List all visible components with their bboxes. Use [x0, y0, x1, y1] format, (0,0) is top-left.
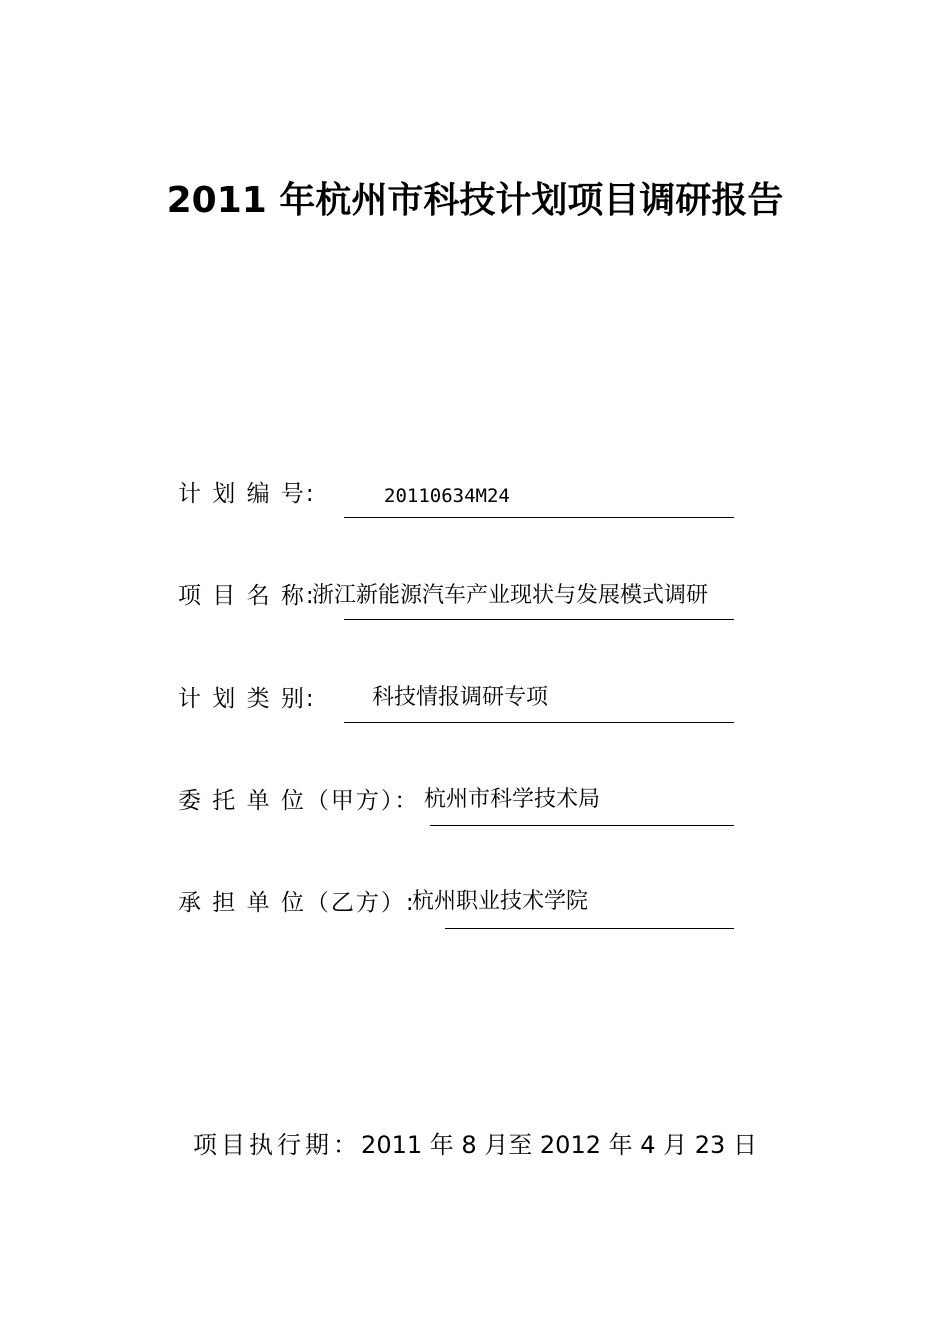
- field-label-plan-category: 计 划 类 别:: [178, 686, 316, 712]
- underline-undertaking-unit: [445, 928, 734, 929]
- underline-plan-category: [344, 722, 734, 723]
- project-period-label: 项目执行期：: [193, 1131, 362, 1159]
- underline-commissioning-unit: [430, 825, 734, 826]
- field-value-plan-number: 20110634M24: [384, 485, 510, 507]
- field-value-commissioning-unit: 杭州市科学技术局: [424, 787, 601, 812]
- field-label-commissioning-unit: 委 托 单 位（甲方）：: [178, 788, 420, 814]
- report-title: 2011 年杭州市科技计划项目调研报告: [166, 180, 784, 221]
- field-value-project-name: 浙江新能源汽车产业现状与发展模式调研: [312, 583, 709, 608]
- field-value-plan-category: 科技情报调研专项: [372, 685, 549, 710]
- project-period-value: 2011 年 8 月至 2012 年 4 月 23 日: [361, 1131, 757, 1159]
- underline-plan-number: [344, 517, 734, 518]
- underline-project-name: [344, 619, 734, 620]
- field-label-project-name: 项 目 名 称:: [178, 583, 316, 609]
- field-value-undertaking-unit: 杭州职业技术学院: [412, 889, 589, 914]
- field-label-plan-number: 计 划 编 号:: [178, 481, 316, 507]
- project-period: [0, 1128, 950, 1162]
- field-label-undertaking-unit: 承 担 单 位（乙方）:: [178, 890, 416, 916]
